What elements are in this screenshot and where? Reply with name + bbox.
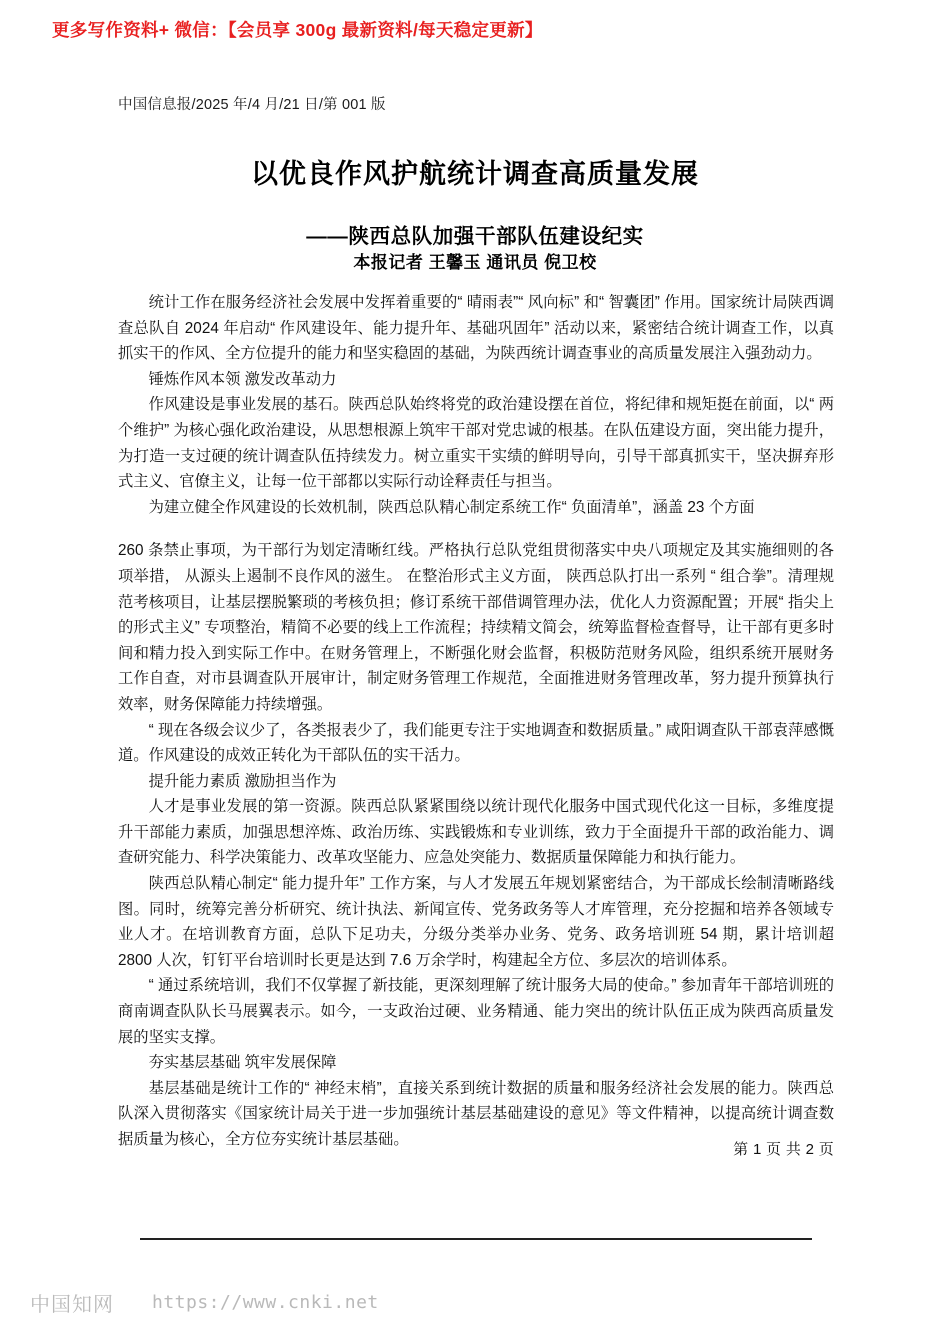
page-subtitle: ——陕西总队加强干部队伍建设纪实 bbox=[306, 225, 644, 248]
watermark bbox=[30, 1288, 379, 1317]
paragraph: 为建立健全作风建设的长效机制，陕西总队精心制定系统工作“ 负面清单”，涵盖 23 个方面 bbox=[148, 498, 755, 516]
promo-banner: 更多写作资料+ 微信：【会员享 300g 最新资料/每天稳定更新】 bbox=[52, 20, 543, 40]
paragraph: 陕西总队精心制定“ 能力提升年” 工作方案，与人才发展五年规划紧密结合，为干部成长绘制清晰路线图。同时，统筹完善分析研究、统计执法、新闻宣传、党务政务等人才库管理，充分挖掘和培养各领域专业人才。在培训教育方面，总队下足功夫，分级分类举办业务、党务、政务培训班 54 期，累计培训超 2800 人次，钉钉平台培训时长更是达到 7.6 万余学时，构建起全方位、多层次的培训体系。 bbox=[118, 875, 834, 969]
paragraph: 作风建设是事业发展的基石。陕西总队始终将党的政治建设摆在首位，将纪律和规矩挺在前面，以“ 两个维护” 为核心强化政治建设，从思想根源上筑牢干部对党忠诚的根基。在队伍建设方面，突出能力提升，为打造一支过硬的统计调查队伍持续发力。树立重实干实绩的鲜明导向，引导干部真抓实干，坚决摒弃形式主义、官僚主义，让每一位干部都以实际行动诠释责任与担当。 bbox=[118, 396, 834, 491]
watermark-brand: 中国知网 bbox=[30, 1292, 114, 1316]
paragraph: 260 条禁止事项，为干部行为划定清晰红线。严格执行总队党组贯彻落实中央八项规定及其实施细则的各项举措， 从源头上遏制不良作风的滋生。 在整治形式主义方面， 陕西总队打出一系列 “ 组合拳”。清理规范考核项目，让基层摆脱繁琐的考核负担；修订系统干部借调管理办法，优化人力资源配置；开展“ 指尖上的形式主义” 专项整治，精简不必要的线上工作流程；持续精文简会，统筹监督检查督导，让干部有更多时间和精力投入到实际工作中。在财务管理上，不断强化财会监督，积极防范财务风险，组织系统开展财务工作自查，对市县调查队开展审计，制定财务管理工作规范，全面推进财务管理改革，努力提升预算执行效率，财务保障能力持续增强。 bbox=[118, 542, 834, 713]
watermark-url: https://www.cnki.net bbox=[152, 1292, 379, 1313]
page-number: 第 1 页 共 2 页 bbox=[733, 1141, 834, 1158]
page-break-gap bbox=[118, 520, 834, 538]
article-body bbox=[118, 290, 834, 1153]
paragraph: 基层基础是统计工作的“ 神经末梢”，直接关系到统计数据的质量和服务经济社会发展的能力。陕西总队深入贯彻落实《国家统计局关于进一步加强统计基层基础建设的意见》等文件精神，以提高统计调查数据质量为核心，全方位夯实统计基层基础。 bbox=[118, 1079, 834, 1148]
paragraph: 统计工作在服务经济社会发展中发挥着重要的“ 晴雨表”“ 风向标” 和“ 智囊团” 作用。国家统计局陕西调查总队自 2024 年启动“ 作风建设年、能力提升年、基础巩固年” 活动以来，紧密结合统计调查工作，以真抓实干的作风、全方位提升的能力和坚实稳固的基础，为陕西统计调查事业的高质量发展注入强劲动力。 bbox=[118, 294, 834, 363]
paragraph: 人才是事业发展的第一资源。陕西总队紧紧围绕以统计现代化服务中国式现代化这一目标，多维度提升干部能力素质，加强思想淬炼、政治历练、实践锻炼和专业训练，致力于全面提升干部的政治能力、调查研究能力、科学决策能力、改革攻坚能力、应急处突能力、数据质量保障能力和执行能力。 bbox=[118, 798, 834, 867]
section-heading: 提升能力素质 激励担当作为 bbox=[148, 772, 337, 790]
source-line: 中国信息报/2025 年/4 月/21 日/第 001 版 bbox=[118, 97, 386, 113]
footer-divider bbox=[140, 1238, 812, 1240]
byline: 本报记者 王馨玉 通讯员 倪卫校 bbox=[353, 253, 597, 272]
paragraph: “ 现在各级会议少了，各类报表少了，我们能更专注于实地调查和数据质量。” 咸阳调查队干部袁萍感慨道。作风建设的成效正转化为干部队伍的实干活力。 bbox=[118, 721, 834, 765]
page-title: 以优良作风护航统计调查高质量发展 bbox=[251, 159, 699, 190]
section-heading: 夯实基层基础 筑牢发展保障 bbox=[148, 1054, 337, 1072]
section-heading: 锤炼作风本领 激发改革动力 bbox=[148, 370, 337, 388]
paragraph: “ 通过系统培训，我们不仅掌握了新技能，更深刻理解了统计服务大局的使命。” 参加青年干部培训班的商南调查队队长马展翼表示。如今，一支政治过硬、业务精通、能力突出的统计队伍正成为陕西高质量发展的坚实支撑。 bbox=[118, 977, 834, 1046]
